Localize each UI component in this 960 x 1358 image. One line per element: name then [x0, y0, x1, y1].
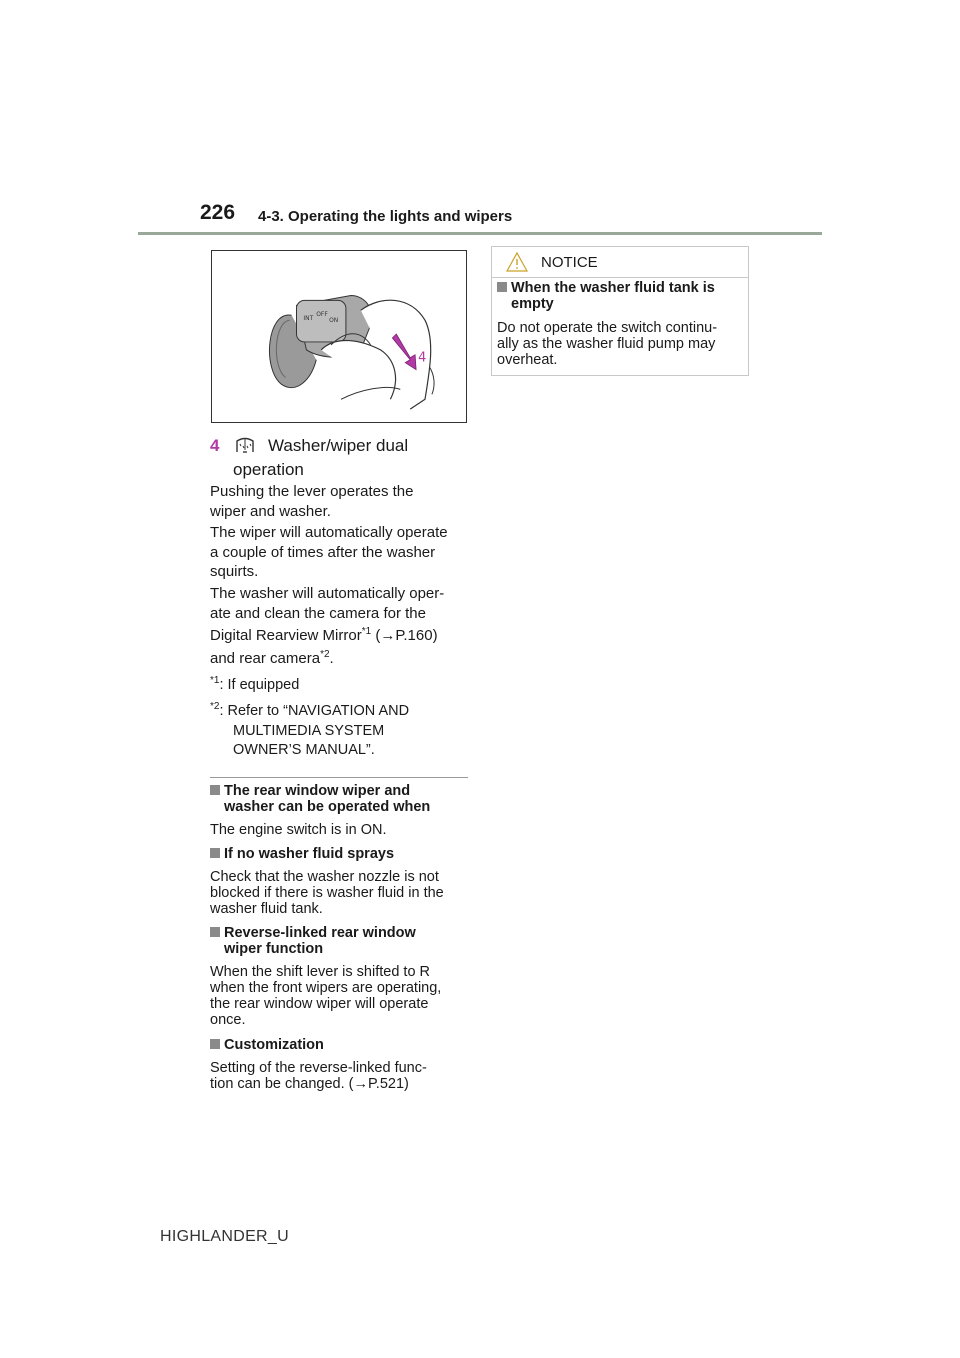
footer-model: HIGHLANDER_U — [160, 1228, 289, 1245]
page-number: 226 — [200, 201, 236, 224]
p3-line3b: (→P.160) — [371, 627, 438, 644]
info-body-no-fluid — [210, 869, 472, 917]
info-body-rear-wiper: The engine switch is in ON. — [210, 822, 387, 838]
step-title-line1: Washer/wiper dual — [268, 436, 409, 455]
header-rule — [138, 232, 822, 235]
notice-subheading-line1: When the washer fluid tank is — [511, 280, 715, 296]
notice-header — [492, 247, 748, 278]
notice-body-line3: overheat. — [497, 352, 558, 368]
footnote-ref-2: *2 — [320, 648, 330, 660]
info-heading-customization — [210, 1037, 472, 1053]
info-heading-2: If no washer fluid sprays — [224, 846, 395, 862]
info-body-2-line1: Check that the washer nozzle is not — [210, 869, 439, 885]
info-heading-reverse-linked — [210, 925, 472, 957]
info-heading-1-line1: The rear window wiper and — [224, 783, 411, 799]
footnote-2-line3: OWNER’S MANUAL”. — [233, 742, 375, 758]
footnote-1-marker: *1 — [210, 675, 220, 687]
info-body-customization — [210, 1060, 472, 1092]
section-title: 4-3. Operating the lights and wipers — [258, 208, 513, 225]
svg-text:ON: ON — [329, 317, 339, 325]
p1-line1: Pushing the lever operates the — [210, 483, 414, 500]
washer-wiper-icon — [232, 436, 258, 454]
square-bullet-icon — [497, 282, 507, 292]
section-divider — [210, 777, 468, 778]
p3-line1: The washer will automatically oper- — [210, 585, 445, 602]
notice-subheading-line2: empty — [511, 296, 554, 312]
square-bullet-icon — [210, 848, 220, 858]
square-bullet-icon — [210, 785, 220, 795]
step-number: 4 — [210, 436, 220, 455]
notice-box — [491, 246, 749, 376]
footnote-2-line1: : Refer to “NAVIGATION AND — [219, 703, 410, 719]
footnote-1-text: : If equipped — [219, 677, 300, 693]
notice-body-line1: Do not operate the switch continu- — [497, 320, 718, 336]
p2-line1: The wiper will automatically operate — [210, 524, 448, 541]
square-bullet-icon — [210, 927, 220, 937]
step-paragraph-3 — [210, 584, 472, 668]
step-heading — [210, 434, 470, 482]
footnote-2-line2: MULTIMEDIA SYSTEM — [233, 722, 385, 739]
step-paragraph-1 — [210, 482, 472, 521]
step-title-line2: operation — [233, 460, 304, 479]
info-heading-3-line2: wiper function — [224, 941, 324, 957]
info-body-2-line3: washer fluid tank. — [210, 901, 323, 917]
notice-subheading — [497, 280, 747, 312]
info-heading-rear-wiper — [210, 783, 472, 815]
footnote-2-marker: *2 — [210, 701, 220, 713]
p3-line3 — [210, 626, 472, 646]
footnote-1 — [210, 676, 299, 696]
p3-line2: ate and clean the camera for the — [210, 604, 426, 622]
info-body-3-line4: once. — [210, 1012, 246, 1028]
notice-body-line2: ally as the washer fluid pump may — [497, 336, 716, 352]
info-body-3-line2: when the front wipers are operating, — [210, 980, 442, 996]
info-heading-3-line1: Reverse-linked rear window — [224, 925, 416, 941]
info-body-reverse-linked — [210, 964, 472, 1028]
footnote-ref-1: *1 — [361, 626, 372, 637]
step-paragraph-2 — [210, 523, 472, 582]
p2-line2: a couple of times after the washer — [210, 543, 436, 561]
info-body-3-line3: the rear window wiper will operate — [210, 996, 429, 1012]
info-heading-no-fluid — [210, 846, 472, 862]
svg-text:OFF: OFF — [316, 311, 328, 319]
p3-line4 — [210, 649, 472, 669]
svg-text:INT: INT — [303, 315, 314, 323]
wiper-lever-illustration — [211, 250, 467, 423]
warning-triangle-icon — [506, 252, 528, 272]
p1-line2: wiper and washer. — [210, 502, 331, 520]
p3-line4a: and rear camera — [210, 649, 321, 667]
footnote-2 — [210, 702, 409, 761]
info-body-3-line1: When the shift lever is shifted to R — [210, 964, 431, 980]
wiper-lever-drawing — [212, 251, 466, 422]
notice-title: NOTICE — [541, 254, 598, 271]
p3-line3a: Digital Rearview Mirror — [210, 627, 362, 644]
p3-line4b: . — [329, 649, 334, 667]
info-body-4-line1: Setting of the reverse-linked func- — [210, 1060, 427, 1076]
info-body-2-line2: blocked if there is washer fluid in the — [210, 885, 444, 901]
info-body-4-line2: tion can be changed. (→P.521) — [210, 1076, 409, 1092]
p2-line3: squirts. — [210, 563, 259, 580]
info-heading-4: Customization — [224, 1037, 324, 1053]
figure-callout-label: 4 — [418, 350, 427, 366]
notice-body — [497, 320, 747, 368]
info-heading-1-line2: washer can be operated when — [224, 799, 431, 815]
square-bullet-icon — [210, 1039, 220, 1049]
